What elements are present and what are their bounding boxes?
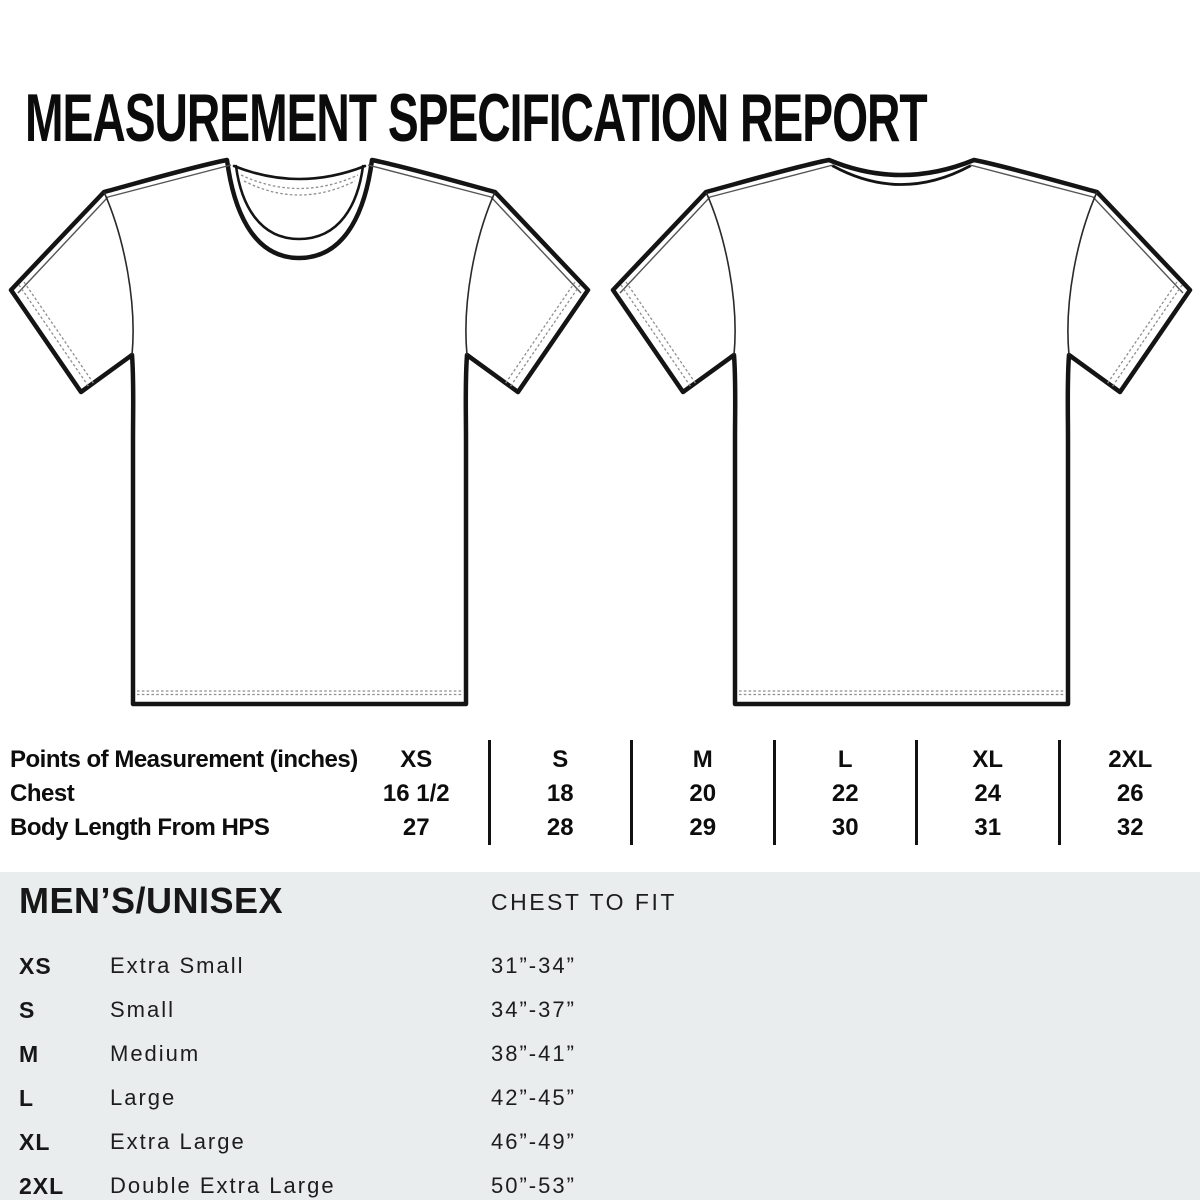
page-title: MEASUREMENT SPECIFICATION REPORT bbox=[25, 79, 927, 156]
spec-row-label: Chest bbox=[10, 780, 75, 807]
size-code: M bbox=[19, 1041, 40, 1067]
size-name: Extra Large bbox=[110, 1129, 246, 1154]
size-name: Large bbox=[110, 1085, 177, 1110]
body-length-value: 32 bbox=[1116, 814, 1144, 841]
chest-to-fit-header: CHEST TO FIT bbox=[491, 889, 677, 915]
size-code: S bbox=[19, 997, 36, 1023]
size-guide-row bbox=[0, 1032, 1200, 1076]
tshirt-front-diagram bbox=[3, 142, 595, 734]
size-header: L bbox=[837, 746, 853, 773]
front-collar-inner-edge bbox=[236, 166, 363, 239]
size-code: XL bbox=[19, 1129, 51, 1155]
chest-value: 26 bbox=[1116, 780, 1144, 807]
size-name: Small bbox=[110, 997, 176, 1022]
front-collar-top-edge bbox=[234, 166, 365, 179]
size-code: 2XL bbox=[19, 1173, 65, 1199]
spec-col-2xl bbox=[1058, 740, 1200, 845]
body-length-value: 31 bbox=[974, 814, 1002, 841]
spec-table-row-labels bbox=[10, 740, 358, 845]
size-header: M bbox=[692, 746, 713, 773]
chest-value: 22 bbox=[831, 780, 859, 807]
tshirt-back-diagram bbox=[605, 142, 1197, 734]
chest-range: 38”-41” bbox=[491, 1041, 576, 1066]
size-header: S bbox=[552, 746, 569, 773]
size-name: Double Extra Large bbox=[110, 1173, 336, 1198]
spec-col-xs bbox=[345, 740, 488, 845]
size-guide-row bbox=[0, 988, 1200, 1032]
size-code: XS bbox=[19, 953, 52, 979]
chest-range: 31”-34” bbox=[491, 953, 576, 978]
size-name: Extra Small bbox=[110, 953, 245, 978]
spec-table-columns bbox=[345, 740, 1200, 845]
spec-row-label: Body Length From HPS bbox=[10, 814, 270, 841]
size-name: Medium bbox=[110, 1041, 201, 1066]
chest-range: 34”-37” bbox=[491, 997, 576, 1022]
spec-col-l bbox=[773, 740, 916, 845]
body-length-value: 28 bbox=[546, 814, 574, 841]
size-code: L bbox=[19, 1085, 35, 1111]
size-header: 2XL bbox=[1108, 746, 1153, 773]
size-guide-heading: MEN’S/UNISEX bbox=[19, 880, 284, 921]
size-guide-row bbox=[0, 1076, 1200, 1120]
chest-value: 24 bbox=[974, 780, 1002, 807]
size-guide-row bbox=[0, 1120, 1200, 1164]
size-guide-row bbox=[0, 1164, 1200, 1200]
chest-value: 16 1/2 bbox=[382, 780, 450, 807]
chest-value: 18 bbox=[546, 780, 574, 807]
spec-col-s bbox=[488, 740, 631, 845]
front-neck-stitch bbox=[241, 175, 358, 189]
body-length-value: 30 bbox=[831, 814, 859, 841]
size-guide-row bbox=[0, 944, 1200, 988]
chest-range: 46”-49” bbox=[491, 1129, 576, 1154]
spec-col-xl bbox=[915, 740, 1058, 845]
size-guide-rows bbox=[0, 944, 1200, 1200]
spec-row-label: Points of Measurement (inches) bbox=[10, 746, 358, 773]
chest-range: 42”-45” bbox=[491, 1085, 576, 1110]
body-length-value: 29 bbox=[689, 814, 717, 841]
chest-value: 20 bbox=[689, 780, 717, 807]
size-header: XL bbox=[972, 746, 1004, 773]
spec-col-m bbox=[630, 740, 773, 845]
size-header: XS bbox=[400, 746, 433, 773]
chest-range: 50”-53” bbox=[491, 1173, 576, 1198]
body-length-value: 27 bbox=[402, 814, 430, 841]
